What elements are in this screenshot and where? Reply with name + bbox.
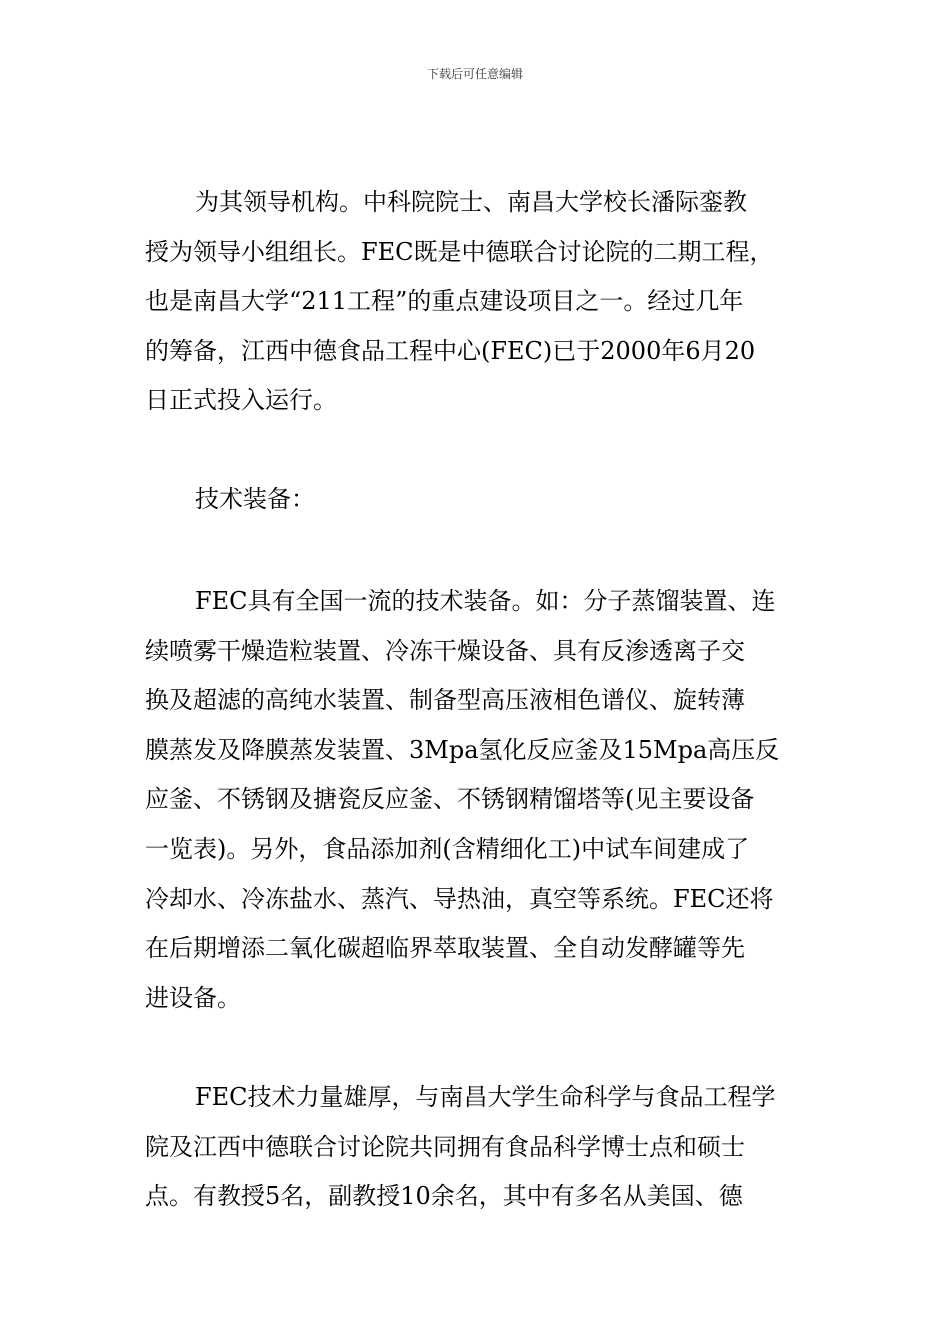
text-line: 为其领导机构。中科院院士、南昌大学校长潘际銮教 bbox=[195, 188, 747, 216]
text-line: FEC技术力量雄厚，与南昌大学生命科学与食品工程学 bbox=[195, 1083, 776, 1111]
text-line: 日正式投入运行。 bbox=[145, 386, 337, 415]
text-line: 也是南昌大学“211工程”的重点建设项目之一。经过几年 bbox=[145, 287, 744, 316]
text-line: 冷却水、冷冻盐水、蒸汽、导热油，真空等系统。FEC还将 bbox=[145, 884, 774, 913]
section-heading: 技术装备： bbox=[195, 485, 315, 513]
text-line: 进设备。 bbox=[145, 983, 241, 1012]
paragraph-1 bbox=[145, 178, 807, 426]
text-line: 膜蒸发及降膜蒸发装置、3Mpa氢化反应釜及15Mpa高压反 bbox=[145, 735, 780, 764]
text-line: 授为领导小组组长。FEC既是中德联合讨论院的二期工程， bbox=[145, 237, 774, 266]
text-line: 院及江西中德联合讨论院共同拥有食品科学博士点和硕士 bbox=[145, 1132, 745, 1161]
text-line: 点。有教授5名，副教授10余名，其中有多名从美国、德 bbox=[145, 1182, 743, 1211]
text-line: 的筹备，江西中德食品工程中心(FEC)已于2000年6月20 bbox=[145, 336, 756, 365]
paragraph-3 bbox=[145, 577, 807, 1023]
page-header-note: 下载后可任意编辑 bbox=[426, 67, 523, 81]
text-line: 续喷雾干燥造粒装置、冷冻干燥设备、具有反渗透离子交 bbox=[145, 636, 745, 665]
text-line: 换及超滤的高纯水装置、制备型高压液相色谱仪、旋转薄 bbox=[145, 686, 745, 715]
text-line: FEC具有全国一流的技术装备。如：分子蒸馏装置、连 bbox=[195, 587, 776, 615]
paragraph-2 bbox=[145, 475, 807, 525]
text-line: 应釜、不锈钢及搪瓷反应釜、不锈钢精馏塔等(见主要设备 bbox=[145, 785, 755, 814]
text-line: 在后期增添二氧化碳超临界萃取装置、全自动发酵罐等先 bbox=[145, 934, 745, 963]
text-line: 一览表)。另外，食品添加剂(含精细化工)中试车间建成了 bbox=[145, 834, 750, 863]
paragraph-4 bbox=[145, 1073, 807, 1222]
